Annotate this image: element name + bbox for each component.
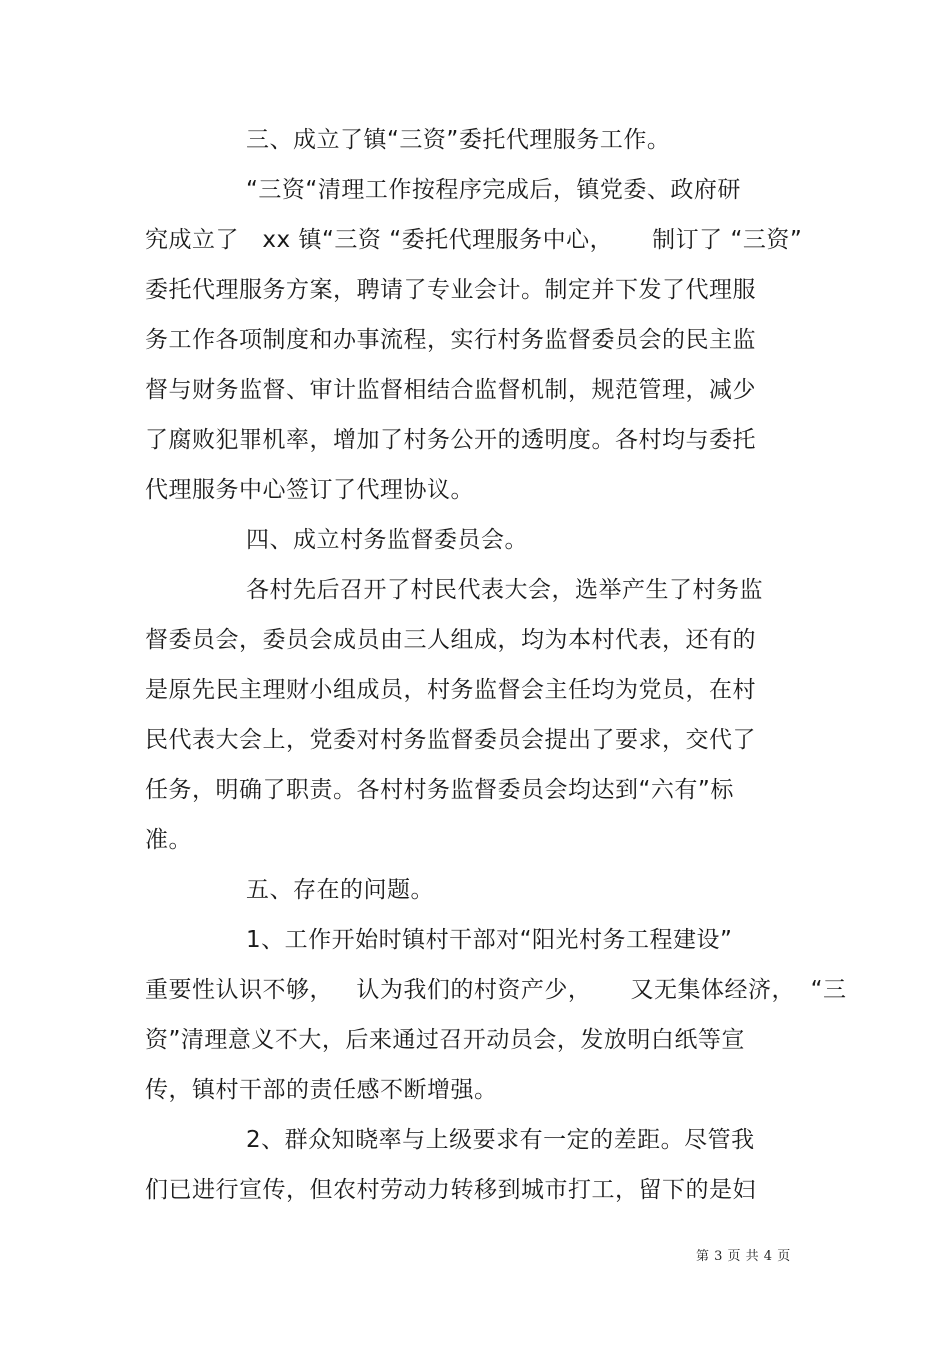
paragraph-line: 准。 xyxy=(145,827,192,853)
paragraph-line: 务工作各项制度和办事流程，实行村务监督委员会的民主监 xyxy=(145,327,756,353)
paragraph-line: 民代表大会上，党委对村务监督委员会提出了要求，交代了 xyxy=(145,727,756,753)
page-number-footer: 第 3 页 共 4 页 xyxy=(696,1249,791,1264)
paragraph-line: 重要性认识不够， 认为我们的村资产少， 又无集体经济， “三 xyxy=(145,977,847,1003)
section-heading-3: 三、成立了镇“三资”委托代理服务工作。 xyxy=(246,127,671,153)
section-heading-5: 五、存在的问题。 xyxy=(246,877,434,903)
section-heading-4: 四、成立村务监督委员会。 xyxy=(246,527,528,553)
paragraph-line: 督委员会，委员会成员由三人组成，均为本村代表，还有的 xyxy=(145,627,756,653)
paragraph-line: 是原先民主理财小组成员，村务监督会主任均为党员，在村 xyxy=(145,677,756,703)
paragraph-line: 委托代理服务方案，聘请了专业会计。制定并下发了代理服 xyxy=(145,277,756,303)
paragraph-line: 传，镇村干部的责任感不断增强。 xyxy=(145,1077,498,1103)
paragraph-line: 2、群众知晓率与上级要求有一定的差距。尽管我 xyxy=(246,1127,755,1153)
paragraph-line: 各村先后召开了村民代表大会，选举产生了村务监 xyxy=(246,577,763,603)
paragraph-line: 任务，明确了职责。各村村务监督委员会均达到“六有”标 xyxy=(145,777,734,803)
paragraph-line: 代理服务中心签订了代理协议。 xyxy=(145,477,474,503)
paragraph-line: “三资“清理工作按程序完成后，镇党委、政府研 xyxy=(246,177,741,203)
paragraph-line: 了腐败犯罪机率，增加了村务公开的透明度。各村均与委托 xyxy=(145,427,756,453)
paragraph-line: 督与财务监督、审计监督相结合监督机制，规范管理，减少 xyxy=(145,377,756,403)
paragraph-line: 1、工作开始时镇村干部对“阳光村务工程建设” xyxy=(246,927,733,953)
paragraph-line: 们已进行宣传，但农村劳动力转移到城市打工，留下的是妇 xyxy=(145,1177,756,1203)
paragraph-line: 资”清理意义不大，后来通过召开动员会，发放明白纸等宣 xyxy=(145,1027,745,1053)
paragraph-line: 究成立了 xx 镇“三资 “委托代理服务中心， 制订了 “三资” xyxy=(145,227,803,253)
